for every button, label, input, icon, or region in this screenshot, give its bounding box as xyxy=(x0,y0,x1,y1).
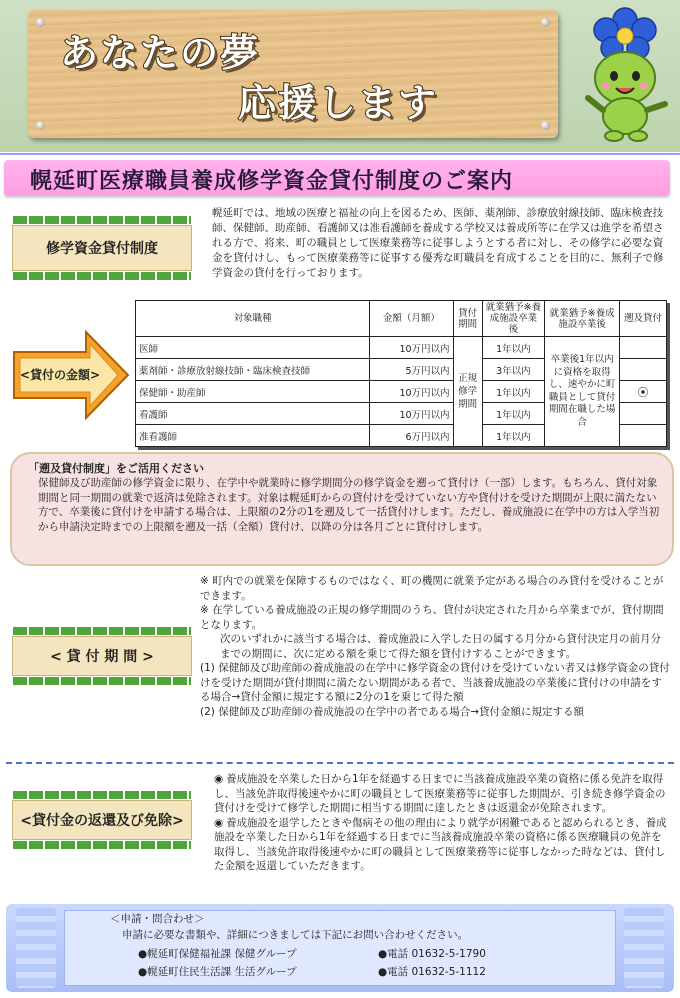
period-item-2: (2) 保健師及び助産師の養成施設の在学中の者である場合→貸付金額に規定する額 xyxy=(200,705,585,718)
header-retro: 遡及貸付 xyxy=(620,301,667,337)
retro-cell xyxy=(620,425,667,447)
table-row xyxy=(136,337,667,359)
occupation-cell: 薬剤師・診療放射線技師・臨床検査技師 xyxy=(136,359,370,381)
period-cell: 正規修学期間 xyxy=(453,337,482,447)
contact-org-2: ●幌延町住民生活課 生活グループ xyxy=(138,966,297,978)
retro-body: 保健師及び助産師の修学資金に限り、在学中や就業時に修学期間分の修学資金を遡って貸付け（一部）します。もちろん、貸付対象期間と同一期間の就業で返済は免除されます。対象は幌延町からの貸付けを受けていない方や貸付けを受けた期間が上限に満たない方で、卒業後に貸付けを申請する場合は、上限額の2分の1を遡及して一括貸付けします。ただし、養成施設に在学中の方は入学当初から申請決定時までの上限額を遡及一括（全額）貸付け、以降の分は各月ごとに貸付けします。 xyxy=(38,477,660,533)
title-ribbon xyxy=(4,160,670,196)
repay-label-plaque xyxy=(12,800,192,840)
section-divider xyxy=(6,762,674,764)
period-item-1: (1) 保健師及び助産師の養成施設の在学中に修学資金の貸付けを受けていない者又は修学資金の貸付けを受けた期間が貸付期間に満たない期間がある者で、当該養成施設の卒業後に貸付けの申請をする場合→貸付金額に規定する額に2分の1を乗じて得た額 xyxy=(200,662,670,703)
bullet-icon: ◉ xyxy=(214,816,224,829)
retro-cell xyxy=(620,359,667,381)
header-occupation: 対象職種 xyxy=(136,301,370,337)
header-amount: 金額（月額） xyxy=(370,301,453,337)
grace-cell: 1年以内 xyxy=(482,381,544,403)
header-grace-after: 就業猶予※養成施設卒業後 xyxy=(545,301,620,337)
scholarship-label-plaque xyxy=(12,225,192,271)
retro-title: 「遡及貸付制度」をご活用ください xyxy=(28,462,204,475)
contact-heading: ＜申請・問合わせ＞ xyxy=(110,913,205,925)
contact-panel xyxy=(6,904,674,992)
nail-icon xyxy=(541,121,550,130)
amount-cell: 10万円以内 xyxy=(370,403,453,425)
period-note-3: 次のいずれかに該当する場合は、養成施設に入学した日の属する月分から貸付決定月の前月分までの期間に、次に定める額を乗じて得た額を貸付けすることができます。 xyxy=(220,633,661,660)
nail-icon xyxy=(36,121,45,130)
nail-icon xyxy=(541,18,550,27)
repay-label: <貸付金の返還及び免除> xyxy=(20,813,184,829)
loan-amount-table xyxy=(135,300,667,447)
grace-cell: 1年以内 xyxy=(482,403,544,425)
grace-cell: 3年以内 xyxy=(482,359,544,381)
occupation-cell: 准看護師 xyxy=(136,425,370,447)
retro-loan-box xyxy=(10,452,674,566)
mascot-character-icon xyxy=(570,6,680,146)
contact-tel-1: ●電話 01632-5-1790 xyxy=(378,948,486,960)
title-bar xyxy=(0,153,680,199)
bullet-icon: ◉ xyxy=(214,773,224,785)
retro-mark-icon: ⦿ xyxy=(620,381,667,403)
repay-item-2-text: 養成施設を退学したときや傷病その他の理由により就学が困難であると認められるとき、養成施設を卒業した日から1年を経過する日までに当該養成施設卒業の資格に係る医療職員の免許を取得し、当該免許取得後速やかに町の職員として医療業務等に従事しなかった時などは、貸付した金額を返還していただきます。 xyxy=(214,816,667,872)
grace-note-cell: 卒業後1年以内に資格を取得し、速やかに町職員として貸付期間在職した場合 xyxy=(545,337,620,447)
period-label: < 貸 付 期 間 > xyxy=(50,649,154,665)
repay-item-2 xyxy=(214,816,670,874)
amount-label: <貸付の金額> xyxy=(19,368,101,382)
period-text xyxy=(200,574,670,719)
page-title: 幌延町医療職員養成修学資金貸付制度のご案内 xyxy=(30,169,514,194)
headline-line2: 応援します xyxy=(238,81,439,125)
repay-item-1-text: 養成施設を卒業した日から1年を経過する日までに当該養成施設卒業の資格に係る免許を取得し、当該免許取得後速やかに町の職員として医療業務等に従事した期間が、引き続き修学資金の貸付けを受けて修学した期間に相当する期間に達したときは返還金が免除されます。 xyxy=(214,773,666,814)
scholarship-label: 修学資金貸付制度 xyxy=(46,241,158,257)
nail-icon xyxy=(36,18,45,27)
header-period: 貸付期間 xyxy=(453,301,482,337)
period-note-1: ※ 町内での就業を保障するものではなく、町の機関に就業予定がある場合のみ貸付を受けることができます。 xyxy=(200,575,664,602)
pillar-decoration xyxy=(16,908,56,988)
amount-cell: 5万円以内 xyxy=(370,359,453,381)
contact-note: 申請に必要な書類や、詳細につきましては下記にお問い合わせください。 xyxy=(122,929,469,941)
grace-cell: 1年以内 xyxy=(482,425,544,447)
retro-cell xyxy=(620,403,667,425)
intro-text: 幌延町では、地域の医療と福祉の向上を図るため、医師、薬剤師、診療放射線技師、臨床検査技師、保健師、助産師、看護師又は准看護師を養成する学校又は養成所等に在学又は進学を希望される方で、将来、町の職員として医療業務等に従事しようとする者に対し、その修学に必要な資金を貸付けし、もって医療業務等に従事する優秀な町職員を育成することを目的に、無利子で修学資金の貸付を行っております。 xyxy=(212,207,664,279)
pillar-decoration xyxy=(624,908,664,988)
contact-org-1: ●幌延町保健福祉課 保健グループ xyxy=(138,948,297,960)
headline-line1: あなたの夢 xyxy=(60,31,261,75)
retro-cell xyxy=(620,337,667,359)
occupation-cell: 保健師・助産師 xyxy=(136,381,370,403)
amount-cell: 10万円以内 xyxy=(370,337,453,359)
amount-cell: 6万円以内 xyxy=(370,425,453,447)
grace-cell: 1年以内 xyxy=(482,337,544,359)
occupation-cell: 医師 xyxy=(136,337,370,359)
period-note-2: ※ 在学している養成施設の正規の修学期間のうち、貸付が決定された月から卒業までが、貸付期間となります。 xyxy=(200,604,664,631)
occupation-cell: 看護師 xyxy=(136,403,370,425)
header-banner xyxy=(0,0,680,152)
repay-text xyxy=(214,772,670,874)
period-label-plaque xyxy=(12,636,192,676)
amount-cell: 10万円以内 xyxy=(370,381,453,403)
contact-tel-2: ●電話 01632-5-1112 xyxy=(378,966,486,978)
repay-item-1 xyxy=(214,772,670,816)
header-grace-graduate: 就業猶予※養成施設卒業後 xyxy=(482,301,544,337)
